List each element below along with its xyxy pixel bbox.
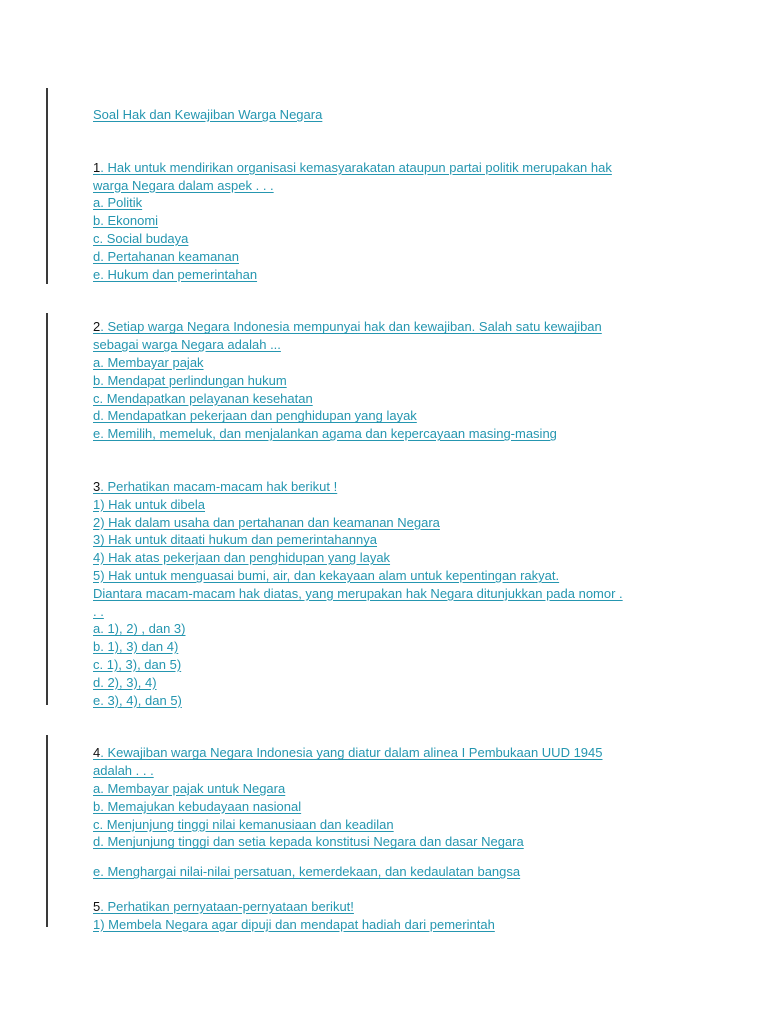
document-title[interactable]: Soal Hak dan Kewajiban Warga Negara — [93, 107, 323, 122]
list-item[interactable]: 5) Hak untuk menguasai bumi, air, dan kekayaan alam untuk kepentingan rakyat. — [93, 567, 560, 583]
option-e[interactable]: e. Memilih, memeluk, dan menjalankan agama dan kepercayaan masing-masing — [93, 426, 557, 442]
option-c[interactable]: c. Social budaya — [93, 230, 189, 246]
question-text[interactable]: 1. Hak untuk mendirikan organisasi kemasyarakatan ataupun partai politik merupakan hak — [93, 159, 612, 175]
option-e[interactable]: e. 3), 4), dan 5) — [93, 692, 182, 708]
question-3 — [93, 478, 713, 709]
question-number: 5 — [93, 898, 101, 914]
question-prompt[interactable]: . . — [93, 603, 104, 619]
list-item[interactable]: 4) Hak atas pekerjaan dan penghidupan yang layak — [93, 550, 391, 566]
question-4 — [93, 744, 713, 881]
option-c[interactable]: c. Mendapatkan pelayanan kesehatan — [93, 390, 313, 406]
question-number: 4 — [93, 745, 101, 761]
option-a[interactable]: a. 1), 2) , dan 3) — [93, 621, 186, 637]
option-a[interactable]: a. Politik — [93, 195, 143, 211]
question-text[interactable]: sebagai warga Negara adalah ... — [93, 337, 281, 353]
question-text[interactable]: warga Negara dalam aspek . . . — [93, 177, 274, 193]
question-prompt[interactable]: Diantara macam-macam hak diatas, yang merupakan hak Negara ditunjukkan pada nomor . — [93, 585, 623, 601]
option-b[interactable]: b. Memajukan kebudayaan nasional — [93, 798, 302, 814]
left-margin-bar — [46, 735, 48, 927]
option-c[interactable]: c. Menjunjung tinggi nilai kemanusiaan dan keadilan — [93, 816, 394, 832]
question-number: 3 — [93, 478, 101, 494]
question-text[interactable]: 2. Setiap warga Negara Indonesia mempunyai hak dan kewajiban. Salah satu kewajiban — [93, 319, 602, 335]
left-margin-bar — [46, 88, 48, 284]
option-b[interactable]: b. 1), 3) dan 4) — [93, 639, 179, 655]
question-text[interactable]: 5. Perhatikan pernyataan-pernyataan berikut! — [93, 898, 354, 914]
question-number: 1 — [93, 159, 101, 175]
option-d[interactable]: d. Menjunjung tinggi dan setia kepada konstitusi Negara dan dasar Negara — [93, 834, 524, 850]
option-d[interactable]: d. 2), 3), 4) — [93, 674, 157, 690]
option-e[interactable]: e. Menghargai nilai-nilai persatuan, kemerdekaan, dan kedaulatan bangsa — [93, 864, 521, 880]
option-d[interactable]: d. Pertahanan keamanan — [93, 248, 239, 264]
option-c[interactable]: c. 1), 3), dan 5) — [93, 656, 182, 672]
question-number: 2 — [93, 319, 101, 335]
question-1 — [93, 159, 713, 284]
question-text[interactable]: adalah . . . — [93, 763, 154, 779]
question-2 — [93, 318, 713, 443]
option-a[interactable]: a. Membayar pajak untuk Negara — [93, 780, 286, 796]
question-5 — [93, 898, 713, 934]
list-item[interactable]: 1) Hak untuk dibela — [93, 496, 206, 512]
left-margin-bar — [46, 313, 48, 705]
list-item[interactable]: 2) Hak dalam usaha dan pertahanan dan keamanan Negara — [93, 514, 440, 530]
option-e[interactable]: e. Hukum dan pemerintahan — [93, 266, 258, 282]
option-d[interactable]: d. Mendapatkan pekerjaan dan penghidupan yang layak — [93, 408, 417, 424]
question-text[interactable]: 4. Kewajiban warga Negara Indonesia yang diatur dalam alinea I Pembukaan UUD 1945 — [93, 745, 603, 761]
list-item[interactable]: 3) Hak untuk ditaati hukum dan pemerintahannya — [93, 532, 378, 548]
list-item[interactable]: 1) Membela Negara agar dipuji dan mendapat hadiah dari pemerintah — [93, 916, 495, 932]
question-text[interactable]: 3. Perhatikan macam-macam hak berikut ! — [93, 478, 338, 494]
document-body — [93, 106, 713, 933]
option-b[interactable]: b. Ekonomi — [93, 213, 159, 229]
option-b[interactable]: b. Mendapat perlindungan hukum — [93, 372, 287, 388]
option-a[interactable]: a. Membayar pajak — [93, 354, 204, 370]
